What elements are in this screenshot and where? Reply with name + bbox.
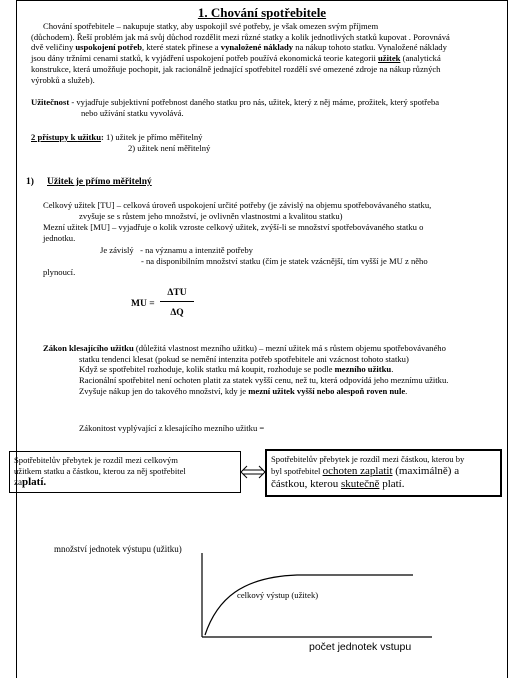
intro-line-6: výrobků a služeb). [31,74,95,85]
term-naklady: vynaložené náklady [220,42,294,53]
pristup-1: 1) užitek je přímo měřitelný [106,132,203,142]
fraction-bar [160,301,194,302]
consumer-surplus-box-right: Spotřebitelův přebytek je rozdíl mezi částkou, kterou by byl spotřebitel ochoten zaplatit (maximálně) a částkou, kterou skutečně platí. [265,449,502,497]
intro-line-4: jsou dány tržními cenami statků, k vyjádření uspokojení potřeb používá ekonomická teorie kategorii užitek (analytická [31,53,441,64]
formula-numerator: ΔTU [167,288,187,298]
zavisly-label: Je závislý [100,245,134,255]
double-arrow-icon [240,464,266,480]
term-uspokojeni: uspokojení potřeb [75,42,143,53]
zavisly-item-2-continued: plynoucí. [43,267,76,277]
pristupy [31,132,507,153]
graph-x-label: počet jednotek vstupu [309,641,412,653]
zavisly-item-1: - na významu a intenzitě potřeby [140,245,253,255]
intro-line-5: konstrukce, která umožňuje pochopit, jak racionálně jednající spotřebitel rozdělí své omezené zdroje na nákup různých [31,63,441,74]
graph-y-label: množství jednotek výstupu (užitku) [54,544,182,554]
section-heading: Užitek je přímo měřitelný [47,177,152,187]
celkovy-uzitek: Celkový užitek [TU] – celková úroveň uspokojení určité potřeby (je závislý na objemu spotřebovávaného statku, zvyšuje se s růstem jeho množství, je ovlivněn vlastnostmi a kvalitou statku) [43,200,432,221]
page-title: 1. Chování spotřebitele [197,5,327,20]
formula-lhs: MU = [131,299,155,309]
curve-label: celkový výstup (užitek) [237,590,319,600]
section-number: 1) [26,177,34,187]
intro-line-3: dvě veličiny uspokojení potřeb, které statek přinese a vynaložené náklady na nákup tohoto statku. Vynaložené náklady [31,42,447,53]
zakonitost-line: Zákonitost vyplývající z klesajícího mezního užitku = [79,423,265,433]
intro-paragraph [31,21,507,85]
term-uzitek: užitek [378,53,401,64]
mezni-uzitek: Mezní užitek [MU] – vyjadřuje o kolik vzroste celkový užitek, zvýší-li se množství spotřebovávaného statku o jednotku. [43,222,424,243]
total-utility-curve [205,575,413,635]
term-zakon: Zákon klesajícího užitku [43,343,134,353]
uzitecnost-definition: Užitečnost - vyjadřuje subjektivní potřebnost daného statku pro nás, užitek, který z něj máme, prožitek, který spotřeba nebo užívání statku vyvolává. [31,97,440,118]
zavislost-list [100,245,510,266]
document-page [16,0,508,678]
term-uzitecnost: Užitečnost [31,97,70,107]
zavisly-item-2: - na disponibilním množství statku (čím je statek vzácnější, tím vyšší je MU z něho [141,255,428,266]
consumer-surplus-box-left: Spotřebitelův přebytek je rozdíl mezi celkovým užitkem statku a částkou, kterou za něj spotřebitel zaplatí. [9,451,241,493]
pristupy-label: 2 přístupy k užitku: [31,132,104,142]
zakon-klesajiciho-uzitku: Zákon klesajícího užitku (důležitá vlastnost mezního užitku) – mezní užitek má s růstem objemu spotřebovávaného statku tendenci klesat (pokud se nemění intenzita potřeb spotřebitele ani vzácnost tohoto statku) Když se spotřebitel rozhoduje, kolik statku má koupit, rozhoduje se podle mezního užitku. Racionální spotřebitel není ochoten platit za statek vyšší cenu, než tu, která odpovídá jeho meznímu užitku. Zvyšuje nákup jen do takového množství, kdy je mezní užitek vyšší nebo alespoň roven nule. [43,343,449,396]
formula-denominator: ΔQ [170,308,184,318]
intro-line-1: Chování spotřebitele – nakupuje statky, aby uspokojil své potřeby, je však omezen svým příjmem [43,21,379,31]
intro-line-2: (důchodem). Řeší problém jak má svůj důchod rozdělit mezi různé statky a kolik jednotlivých statků kupovat . Porovnává [31,31,450,42]
pristup-2: 2) užitek není měřitelný [128,142,211,153]
